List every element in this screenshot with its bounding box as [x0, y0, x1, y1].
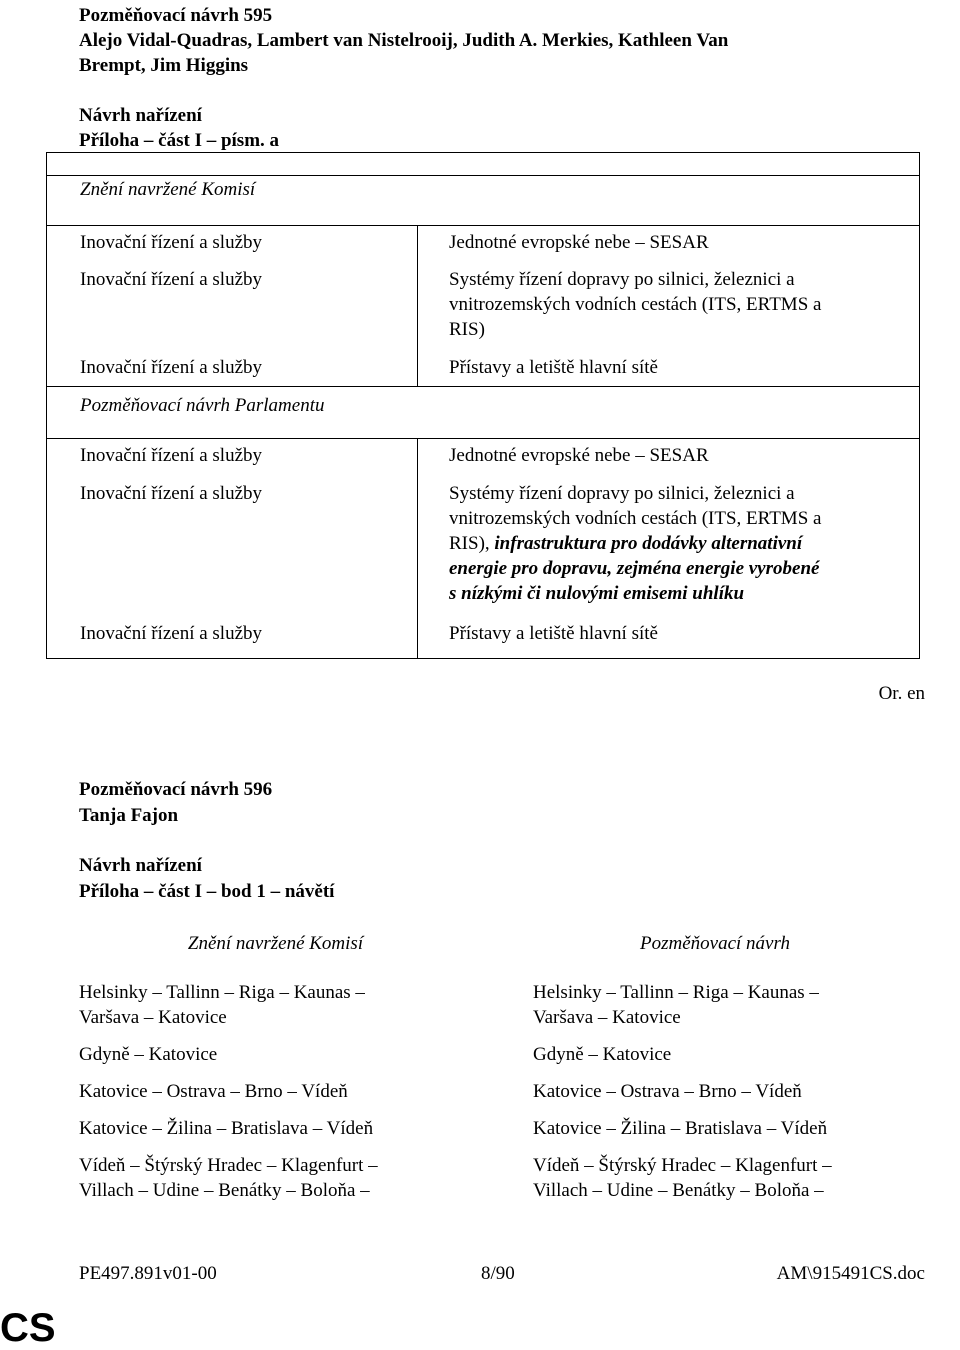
amendment-595-title: Pozměňovací návrh 595 [79, 5, 273, 26]
text-line: Systémy řízení dopravy po silnici, železnici a [449, 483, 795, 504]
footer-document-reference: PE497.891v01-00 [79, 1263, 217, 1284]
text-line: Systémy řízení dopravy po silnici, železnici a [449, 269, 795, 290]
added-text: infrastruktura pro dodávky alternativní [494, 533, 803, 554]
text-line: Vídeň – Štýrský Hradec – Klagenfurt – [533, 1155, 832, 1176]
table-divider [47, 386, 919, 387]
table-column-divider [417, 225, 418, 386]
amendment-596-ref2: Příloha – část I – bod 1 – návětí [79, 881, 335, 902]
commission-route [79, 1153, 479, 1203]
parliament-row-left: Inovační řízení a služby [80, 623, 263, 644]
amendment-596-author: Tanja Fajon [79, 805, 179, 826]
amendment-route [533, 980, 933, 1030]
amendment-route [533, 1153, 933, 1203]
original-language: Or. en [878, 683, 925, 704]
commission-row-left: Inovační řízení a služby [80, 232, 263, 253]
amendment-route: Gdyně – Katovice [533, 1044, 672, 1065]
text-line: Helsinky – Tallinn – Riga – Kaunas – [533, 982, 819, 1003]
amendment-595-ref1: Návrh nařízení [79, 105, 202, 126]
text-line: vnitrozemských vodních cestách (ITS, ERTMS a [449, 508, 822, 529]
footer-file-name: AM\915491CS.doc [776, 1263, 925, 1284]
amendment-595-ref2: Příloha – část I – písm. a [79, 130, 280, 151]
plain-text: RIS), [449, 533, 490, 554]
amendment-text-header: Pozměňovací návrh [640, 933, 791, 954]
commission-text-header: Znění navržené Komisí [80, 179, 256, 200]
text-line: Villach – Udine – Benátky – Boloňa – [79, 1180, 370, 1201]
footer-page-number: 8/90 [481, 1263, 515, 1284]
text-line: vnitrozemských vodních cestách (ITS, ERTMS a [449, 294, 822, 315]
commission-route: Katovice – Ostrava – Brno – Vídeň [79, 1081, 348, 1102]
parliament-row-right: Jednotné evropské nebe – SESAR [449, 445, 709, 466]
text-line: Helsinky – Tallinn – Riga – Kaunas – [79, 982, 365, 1003]
commission-route: Gdyně – Katovice [79, 1044, 218, 1065]
amendment-route: Katovice – Ostrava – Brno – Vídeň [533, 1081, 802, 1102]
parliament-row-left: Inovační řízení a služby [80, 483, 263, 504]
text-line: RIS) [449, 319, 485, 340]
amendment-596-ref1: Návrh nařízení [79, 855, 202, 876]
commission-text-header: Znění navržené Komisí [187, 933, 364, 954]
amendment-596-title: Pozměňovací návrh 596 [79, 779, 273, 800]
added-text: energie pro dopravu, zejména energie vyrobené [449, 558, 820, 579]
amendment-595-table [46, 152, 920, 659]
commission-row-right: Jednotné evropské nebe – SESAR [449, 232, 709, 253]
text-line [449, 531, 909, 556]
table-divider [47, 438, 919, 439]
commission-row-left: Inovační řízení a služby [80, 269, 263, 290]
amendment-route: Katovice – Žilina – Bratislava – Vídeň [533, 1118, 828, 1139]
table-column-divider [417, 438, 418, 658]
text-line: Villach – Udine – Benátky – Boloňa – [533, 1180, 824, 1201]
parliament-row-right: Přístavy a letiště hlavní sítě [449, 623, 658, 644]
amendment-595-authors-line2: Brempt, Jim Higgins [79, 55, 249, 76]
parliament-row-left: Inovační řízení a služby [80, 445, 263, 466]
language-code: CS [0, 1306, 56, 1350]
commission-route [79, 980, 479, 1030]
commission-route: Katovice – Žilina – Bratislava – Vídeň [79, 1118, 374, 1139]
text-line: Vídeň – Štýrský Hradec – Klagenfurt – [79, 1155, 378, 1176]
commission-row-left: Inovační řízení a služby [80, 357, 263, 378]
table-divider [47, 225, 919, 226]
commission-row-right [449, 267, 909, 342]
added-text: s nízkými či nulovými emisemi uhlíku [449, 583, 745, 604]
table-divider [47, 175, 919, 176]
parliament-row-right [449, 481, 909, 606]
parliament-amendment-header: Pozměňovací návrh Parlamentu [80, 395, 325, 416]
text-line: Varšava – Katovice [79, 1007, 227, 1028]
amendment-595-authors-line1: Alejo Vidal-Quadras, Lambert van Nistelrooij, Judith A. Merkies, Kathleen Van [79, 30, 729, 51]
text-line: Varšava – Katovice [533, 1007, 681, 1028]
commission-row-right: Přístavy a letiště hlavní sítě [449, 357, 658, 378]
